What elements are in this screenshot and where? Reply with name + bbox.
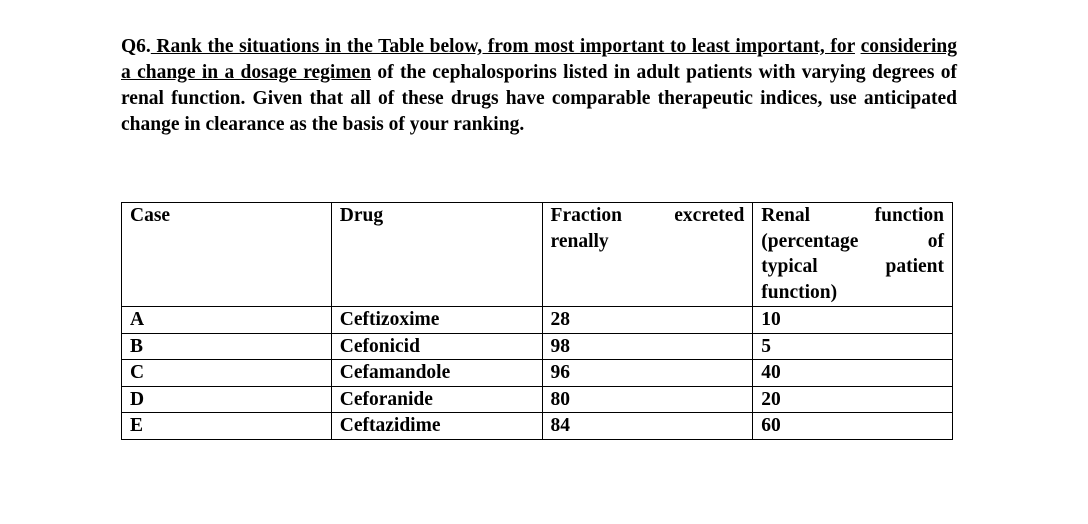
header-renal-word3: (percentage — [761, 230, 859, 252]
header-renal-word2: function — [874, 205, 944, 226]
cell-renal: 60 — [753, 413, 953, 440]
header-renal-word4: of — [927, 230, 944, 252]
header-renal-word1: Renal — [761, 205, 811, 226]
header-drug: Drug — [331, 203, 542, 307]
header-fraction-word1: Fraction — [550, 205, 623, 226]
cell-case: D — [122, 386, 332, 413]
table-row — [122, 333, 953, 360]
cell-renal: 20 — [753, 386, 953, 413]
cell-drug: Ceftizoxime — [331, 307, 542, 334]
table-row — [122, 360, 953, 387]
cell-drug: Cefamandole — [331, 360, 542, 387]
table-row — [122, 307, 953, 334]
cell-drug: Ceforanide — [331, 386, 542, 413]
header-renal-line4: function) — [761, 281, 838, 303]
table-row — [122, 413, 953, 440]
cell-fraction: 98 — [542, 333, 753, 360]
header-renal-word6: patient — [885, 256, 944, 277]
question-rest: of the cephalosporins listed in adult patients with varying degrees of renal function. Given that all of these drugs have comparable therapeutic indices, use anticipated change in clearance as the basis of your ranking. — [121, 62, 957, 135]
cell-fraction: 28 — [542, 307, 753, 334]
cell-drug: Cefonicid — [331, 333, 542, 360]
header-fraction-excreted — [542, 203, 753, 307]
cell-renal: 5 — [753, 333, 953, 360]
question-number: Q6. — [121, 36, 151, 57]
cell-fraction: 80 — [542, 386, 753, 413]
cell-case: E — [122, 413, 332, 440]
header-case: Case — [122, 203, 332, 307]
header-renal-word5: typical — [761, 256, 818, 277]
cell-drug: Ceftazidime — [331, 413, 542, 440]
header-renal-function — [753, 203, 953, 307]
question-text — [121, 34, 957, 138]
header-fraction-word2: excreted — [674, 205, 745, 226]
table-row — [122, 386, 953, 413]
cell-fraction: 84 — [542, 413, 753, 440]
question-underlined-2: considering a change in a dosage regimen — [121, 36, 958, 83]
header-fraction-line2: renally — [550, 230, 609, 252]
cell-case: C — [122, 360, 332, 387]
cell-renal: 40 — [753, 360, 953, 387]
cell-case: B — [122, 333, 332, 360]
cell-case: A — [122, 307, 332, 334]
question-underlined-1: Rank the situations in the Table below, from most important to least important, for — [150, 36, 855, 57]
cell-renal: 10 — [753, 307, 953, 334]
cephalosporin-table — [121, 202, 953, 440]
table-header-row — [122, 203, 953, 307]
cell-fraction: 96 — [542, 360, 753, 387]
